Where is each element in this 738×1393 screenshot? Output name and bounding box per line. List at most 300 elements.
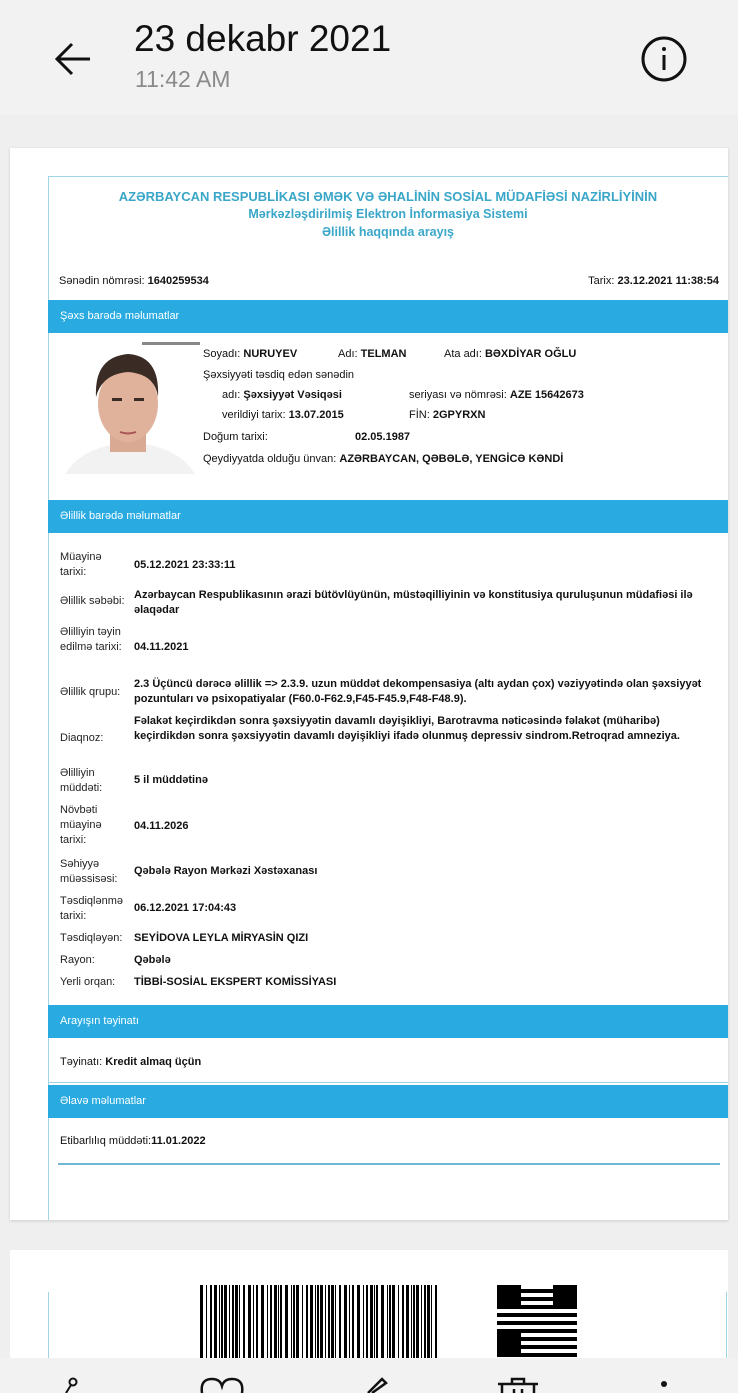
row-value: SEYİDOVA LEYLA MİRYASİN QIZI xyxy=(134,932,309,944)
row-value: 2.3 Üçüncü dərəcə əlillik => 2.3.9. uzun müddət dekompensasiya (altı aydan çox) vəziyyətində olan şəxsiyyət pozuntuları və psixopatiyalar (F60.0-F62.9,F45-F45.9,F48-F48.9). xyxy=(134,678,702,705)
qr-module xyxy=(565,1345,569,1349)
qr-module xyxy=(533,1345,537,1349)
qr-module xyxy=(557,1289,561,1293)
qr-module xyxy=(537,1337,541,1341)
qr-module xyxy=(501,1285,505,1289)
qr-module xyxy=(509,1289,513,1293)
qr-module xyxy=(541,1321,545,1325)
barcode-bar xyxy=(210,1285,212,1360)
qr-module xyxy=(513,1313,517,1317)
section-person: Şəxs barədə məlumatlar xyxy=(48,300,728,333)
qr-module xyxy=(497,1333,501,1337)
qr-module xyxy=(565,1353,569,1357)
doc-name-label: adı: xyxy=(222,389,241,401)
qr-module xyxy=(561,1285,565,1289)
qr-module xyxy=(517,1337,521,1341)
qr-module xyxy=(557,1297,561,1301)
serial-label: seriyası və nömrəsi: xyxy=(409,389,507,401)
barcode-bar xyxy=(413,1285,415,1360)
qr-module xyxy=(541,1305,545,1309)
qr-module xyxy=(505,1289,509,1293)
qr-module xyxy=(497,1297,501,1301)
qr-module xyxy=(549,1305,553,1309)
qr-module xyxy=(557,1321,561,1325)
row-value: 04.11.2021 xyxy=(134,641,189,653)
document-page-2 xyxy=(10,1250,728,1370)
qr-module xyxy=(561,1313,565,1317)
qr-module xyxy=(505,1353,509,1357)
qr-module xyxy=(533,1337,537,1341)
qr-module xyxy=(517,1305,521,1309)
barcode-bar xyxy=(206,1285,207,1360)
qr-module xyxy=(505,1301,509,1305)
qr-module xyxy=(517,1333,521,1337)
qr-module xyxy=(513,1349,517,1353)
qr-module xyxy=(529,1353,533,1357)
qr-module xyxy=(525,1329,529,1333)
label: Tarix: xyxy=(588,275,615,287)
qr-module xyxy=(533,1353,537,1357)
father-name: BƏXDİYAR OĞLU xyxy=(484,348,577,360)
qr-module xyxy=(521,1345,525,1349)
qr-module xyxy=(553,1285,557,1289)
barcode-bar xyxy=(325,1285,326,1360)
barcode-bar xyxy=(306,1285,308,1360)
page-title: 23 dekabr 2021 xyxy=(134,18,392,59)
row-label: Əlillik səbəbi: xyxy=(60,595,125,607)
qr-module xyxy=(501,1341,505,1345)
qr-module xyxy=(549,1345,553,1349)
qr-module xyxy=(561,1301,565,1305)
barcode-bar xyxy=(421,1285,422,1360)
document-number xyxy=(59,275,209,287)
qr-module xyxy=(561,1337,565,1341)
qr-module xyxy=(573,1321,577,1325)
qr-module xyxy=(501,1301,505,1305)
qr-module xyxy=(545,1345,549,1349)
birth-date: 02.05.1987 xyxy=(355,431,411,443)
top-bar xyxy=(0,0,738,115)
barcode-bar xyxy=(280,1285,282,1360)
qr-module xyxy=(561,1345,565,1349)
qr-module xyxy=(561,1329,565,1333)
bottom-toolbar xyxy=(0,1358,738,1393)
qr-module xyxy=(501,1349,505,1353)
qr-module xyxy=(509,1293,513,1297)
qr-module xyxy=(561,1289,565,1293)
barcode-bar xyxy=(274,1285,277,1360)
qr-module xyxy=(521,1297,525,1301)
qr-module xyxy=(521,1321,525,1325)
qr-module xyxy=(513,1293,517,1297)
qr-module xyxy=(569,1329,573,1333)
birth-label: Doğum tarixi: xyxy=(203,431,268,443)
issued-date: 13.07.2015 xyxy=(288,409,344,421)
qr-module xyxy=(557,1353,561,1357)
barcode-bar xyxy=(224,1285,227,1360)
row-value: TİBBİ-SOSİAL EKSPERT KOMİSSİYASI xyxy=(134,976,337,988)
qr-module xyxy=(509,1305,513,1309)
qr-module xyxy=(549,1337,553,1341)
barcode-bar xyxy=(431,1285,432,1360)
qr-module xyxy=(553,1297,557,1301)
qr-module xyxy=(497,1305,501,1309)
qr-module xyxy=(561,1305,565,1309)
qr-module xyxy=(501,1353,505,1357)
barcode-bar xyxy=(406,1285,409,1360)
address-label: Qeydiyyatda olduğu ünvan: xyxy=(203,453,337,465)
serial: AZE 15642673 xyxy=(509,389,584,401)
qr-module xyxy=(541,1329,545,1333)
barcode-bar xyxy=(339,1285,341,1360)
qr-module xyxy=(565,1313,569,1317)
qr-module xyxy=(561,1293,565,1297)
qr-module xyxy=(517,1345,521,1349)
qr-module xyxy=(557,1301,561,1305)
qr-module xyxy=(521,1353,525,1357)
qr-module xyxy=(541,1297,545,1301)
section-extra: Əlavə məlumatlar xyxy=(48,1085,728,1118)
qr-module xyxy=(509,1333,513,1337)
qr-module xyxy=(553,1293,557,1297)
qr-module xyxy=(533,1321,537,1325)
qr-module xyxy=(557,1285,561,1289)
edit-icon[interactable] xyxy=(362,1376,390,1393)
row-value: 5 il müddətinə xyxy=(134,774,208,786)
qr-module xyxy=(505,1345,509,1349)
barcode-bar xyxy=(302,1285,303,1360)
qr-module xyxy=(497,1289,501,1293)
surname: NURUYEV xyxy=(243,348,298,360)
qr-module xyxy=(553,1321,557,1325)
qr-module xyxy=(549,1353,553,1357)
section-disability: Əlillik barədə məlumatlar xyxy=(48,500,728,533)
qr-module xyxy=(497,1301,501,1305)
qr-module xyxy=(533,1313,537,1317)
barcode-bar xyxy=(315,1285,316,1360)
qr-module xyxy=(517,1341,521,1345)
qr-module xyxy=(565,1285,569,1289)
barcode-bar xyxy=(366,1285,368,1360)
barcode-bar xyxy=(221,1285,223,1360)
divider xyxy=(58,1163,720,1165)
barcode-bar xyxy=(416,1285,419,1360)
qr-module xyxy=(517,1353,521,1357)
qr-module xyxy=(569,1321,573,1325)
qr-module xyxy=(569,1297,573,1301)
qr-module xyxy=(521,1305,525,1309)
qr-module xyxy=(565,1293,569,1297)
qr-module xyxy=(541,1313,545,1317)
qr-module xyxy=(525,1337,529,1341)
qr-module xyxy=(545,1289,549,1293)
row-label: Təsdiqləyən: xyxy=(60,932,123,944)
qr-module xyxy=(573,1329,577,1333)
barcode-bar xyxy=(427,1285,430,1360)
qr-module xyxy=(557,1345,561,1349)
qr-module xyxy=(569,1353,573,1357)
barcode-bar xyxy=(402,1285,404,1360)
qr-module xyxy=(549,1329,553,1333)
qr-module xyxy=(565,1301,569,1305)
back-arrow-icon[interactable] xyxy=(52,38,94,80)
qr-module xyxy=(541,1353,545,1357)
qr-module xyxy=(553,1313,557,1317)
qr-module xyxy=(521,1337,525,1341)
qr-module xyxy=(509,1337,513,1341)
row-label: Rayon: xyxy=(60,954,95,966)
qr-module xyxy=(501,1313,505,1317)
qr-module xyxy=(533,1297,537,1301)
qr-module xyxy=(517,1301,521,1305)
qr-module xyxy=(525,1289,529,1293)
qr-module xyxy=(501,1297,505,1301)
delete-icon[interactable] xyxy=(494,1376,542,1393)
qr-module xyxy=(505,1305,509,1309)
more-icon[interactable] xyxy=(658,1378,670,1393)
qr-module xyxy=(537,1313,541,1317)
qr-module xyxy=(497,1353,501,1357)
qr-module xyxy=(553,1345,557,1349)
barcode-bar xyxy=(291,1285,292,1360)
qr-module xyxy=(529,1289,533,1293)
row-label: Yerli orqan: xyxy=(60,976,116,988)
qr-module xyxy=(501,1333,505,1337)
qr-module xyxy=(573,1345,577,1349)
qr-module xyxy=(561,1297,565,1301)
system-heading: Mərkəzləşdirilmiş Elektron İnformasiya Sistemi xyxy=(248,207,528,221)
qr-module xyxy=(549,1313,553,1317)
validity-label: Etibarlılıq müddəti: xyxy=(60,1135,152,1147)
barcode-bar xyxy=(267,1285,268,1360)
barcode-bar xyxy=(310,1285,313,1360)
document-title: Əlillik haqqında arayış xyxy=(321,225,455,239)
qr-module xyxy=(513,1341,517,1345)
id-doc-label: Şəxsiyyəti təsdiq edən sənədin xyxy=(203,369,355,381)
qr-module xyxy=(533,1289,537,1293)
qr-module xyxy=(529,1345,533,1349)
qr-module xyxy=(545,1353,549,1357)
qr-module xyxy=(521,1329,525,1333)
qr-module xyxy=(517,1321,521,1325)
qr-module xyxy=(537,1345,541,1349)
barcode-bar xyxy=(381,1285,384,1360)
qr-module xyxy=(521,1289,525,1293)
qr-module xyxy=(517,1329,521,1333)
qr-module xyxy=(501,1305,505,1309)
qr-module xyxy=(517,1297,521,1301)
name: TELMAN xyxy=(360,348,407,360)
qr-module xyxy=(533,1329,537,1333)
validity: 11.01.2022 xyxy=(151,1135,206,1147)
barcode-bar xyxy=(344,1285,347,1360)
barcode-bar xyxy=(389,1285,391,1360)
qr-module xyxy=(505,1349,509,1353)
barcode-bar xyxy=(239,1285,240,1360)
qr-module xyxy=(573,1285,577,1289)
qr-module xyxy=(517,1313,521,1317)
qr-module xyxy=(553,1301,557,1305)
qr-module xyxy=(501,1321,505,1325)
qr-module xyxy=(549,1321,553,1325)
qr-module xyxy=(569,1337,573,1341)
barcode-bar xyxy=(320,1285,323,1360)
qr-module xyxy=(501,1293,505,1297)
qr-module xyxy=(497,1345,501,1349)
qr-module xyxy=(501,1289,505,1293)
qr-module xyxy=(573,1353,577,1357)
row-label: Təsdiqlənmə tarixi: xyxy=(60,895,123,922)
qr-module xyxy=(565,1329,569,1333)
father-label: Ata adı: xyxy=(444,348,482,360)
qr-module xyxy=(513,1305,517,1309)
qr-module xyxy=(553,1329,557,1333)
qr-module xyxy=(569,1293,573,1297)
barcode-bar xyxy=(278,1285,279,1360)
row-value: Qəbələ xyxy=(134,954,171,966)
qr-module xyxy=(545,1297,549,1301)
qr-module xyxy=(509,1321,513,1325)
qr-module xyxy=(497,1293,501,1297)
qr-module xyxy=(509,1313,513,1317)
qr-module xyxy=(525,1321,529,1325)
qr-module xyxy=(565,1305,569,1309)
fin: 2GPYRXN xyxy=(432,409,486,421)
qr-module xyxy=(509,1353,513,1357)
qr-module xyxy=(517,1293,521,1297)
qr-module xyxy=(513,1337,517,1341)
qr-module xyxy=(573,1301,577,1305)
barcode-bar xyxy=(253,1285,254,1360)
qr-module xyxy=(501,1345,505,1349)
qr-module xyxy=(545,1329,549,1333)
qr-module xyxy=(569,1313,573,1317)
qr-module xyxy=(537,1353,541,1357)
qr-module xyxy=(565,1289,569,1293)
qr-module xyxy=(557,1313,561,1317)
qr-module xyxy=(565,1321,569,1325)
barcode-bar xyxy=(374,1285,375,1360)
barcode-bar xyxy=(256,1285,258,1360)
qr-module xyxy=(553,1337,557,1341)
purpose-label: Təyinatı: xyxy=(60,1056,103,1068)
qr-module xyxy=(497,1285,501,1289)
qr-module xyxy=(509,1329,513,1333)
barcode-bar xyxy=(363,1285,364,1360)
divider xyxy=(48,1082,728,1083)
qr-module xyxy=(513,1289,517,1293)
surname-label: Soyadı: xyxy=(203,348,241,360)
row-value: Azərbaycan Respublikasının ərazi bütövlüyünün, müstəqilliyinin və konstitusiya quruluşunun müdafiəsi ilə əlaqədar xyxy=(134,589,693,616)
qr-module xyxy=(569,1305,573,1309)
qr-module xyxy=(529,1321,533,1325)
barcode-bar xyxy=(200,1285,203,1360)
barcode-bar xyxy=(335,1285,336,1360)
qr-module xyxy=(505,1337,509,1341)
document-date xyxy=(588,275,719,287)
qr-module xyxy=(565,1337,569,1341)
qr-module xyxy=(513,1321,517,1325)
barcode-bar xyxy=(387,1285,388,1360)
qr-module xyxy=(513,1333,517,1337)
qr-module xyxy=(537,1305,541,1309)
qr-module xyxy=(505,1333,509,1337)
row-value: 04.11.2026 xyxy=(134,820,189,832)
info-icon[interactable] xyxy=(640,35,688,83)
qr-module xyxy=(537,1297,541,1301)
qr-module xyxy=(533,1305,537,1309)
qr-code xyxy=(497,1285,581,1360)
qr-module xyxy=(529,1297,533,1301)
qr-module xyxy=(509,1285,513,1289)
qr-module xyxy=(537,1289,541,1293)
qr-module xyxy=(501,1337,505,1341)
fin-label: FİN: xyxy=(409,409,430,421)
qr-module xyxy=(541,1345,545,1349)
qr-module xyxy=(497,1321,501,1325)
qr-module xyxy=(545,1305,549,1309)
barcode-bar xyxy=(229,1285,230,1360)
qr-module xyxy=(557,1305,561,1309)
barcode-bar xyxy=(285,1285,288,1360)
qr-module xyxy=(573,1297,577,1301)
row-value: Fəlakət keçirdikdən sonra şəxsiyyətin davamlı dəyişikliyi, Barotravma nəticəsində fəlakət (müharibə) keçirdikdən sonra şəxsiyyətin davamlı dəyişikliyi ifadə olunmuş depressiv sindrom.Retroqrad amneziya. xyxy=(134,715,680,742)
qr-module xyxy=(509,1341,513,1345)
qr-module xyxy=(573,1313,577,1317)
share-icon[interactable] xyxy=(60,1376,86,1393)
barcode-bar xyxy=(317,1285,319,1360)
qr-module xyxy=(529,1329,533,1333)
qr-module xyxy=(529,1337,533,1341)
qr-module xyxy=(561,1321,565,1325)
qr-module xyxy=(553,1305,557,1309)
barcode-bar xyxy=(328,1285,330,1360)
qr-module xyxy=(545,1313,549,1317)
qr-module xyxy=(561,1353,565,1357)
barcode-bar xyxy=(214,1285,217,1360)
qr-module xyxy=(573,1337,577,1341)
row-label: Səhiyyə müəssisəsi: xyxy=(60,858,118,885)
qr-module xyxy=(513,1345,517,1349)
barcode-bar xyxy=(270,1285,272,1360)
qr-module xyxy=(525,1305,529,1309)
qr-module xyxy=(521,1313,525,1317)
row-label: Əlilliyin təyin edilmə tarixi: xyxy=(60,626,122,653)
label: Sənədin nömrəsi: xyxy=(59,275,145,287)
row-label: Əlilliyin müddəti: xyxy=(60,767,103,794)
qr-module xyxy=(497,1337,501,1341)
qr-module xyxy=(513,1285,517,1289)
heart-icon[interactable] xyxy=(198,1376,246,1393)
qr-module xyxy=(513,1301,517,1305)
row-value: 06.12.2021 17:04:43 xyxy=(134,902,237,914)
qr-module xyxy=(505,1329,509,1333)
qr-module xyxy=(525,1353,529,1357)
qr-module xyxy=(545,1321,549,1325)
qr-module xyxy=(537,1321,541,1325)
qr-module xyxy=(497,1329,501,1333)
qr-module xyxy=(545,1337,549,1341)
row-value: 05.12.2021 23:33:11 xyxy=(134,559,236,571)
barcode xyxy=(190,1285,442,1360)
qr-module xyxy=(525,1345,529,1349)
row-label: Əlillik qrupu: xyxy=(60,686,121,698)
row-label: Müayinə tarixi: xyxy=(60,551,102,578)
qr-module xyxy=(517,1285,521,1289)
qr-module xyxy=(557,1337,561,1341)
qr-module xyxy=(541,1337,545,1341)
qr-module xyxy=(549,1297,553,1301)
